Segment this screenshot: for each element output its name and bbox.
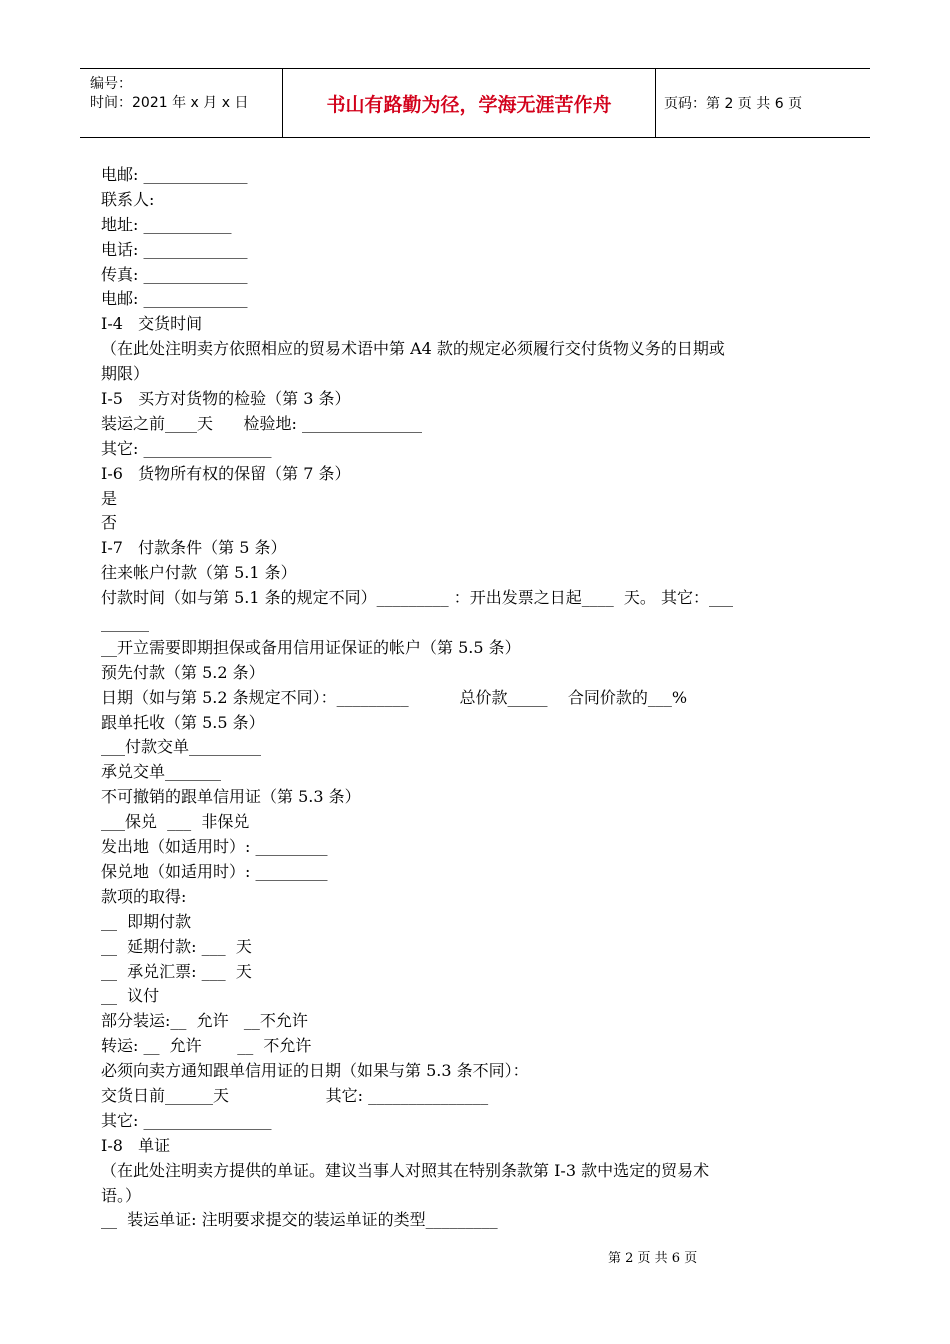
text-line: 其它: ________________ — [101, 438, 272, 458]
text-line: 保兑地（如适用时）: _________ — [101, 861, 328, 881]
text-line: 预先付款（第 5.2 条） — [101, 662, 265, 682]
text-line: 款项的取得: — [101, 886, 187, 906]
text-line: 部分装运:__ 允许 __不允许 — [101, 1011, 308, 1031]
text-line: __ 承兑汇票: ___ 天 — [101, 961, 252, 981]
text-line: 期限） — [101, 364, 150, 384]
text-line: 是 — [101, 488, 118, 508]
text-line: __ 装运单证: 注明要求提交的装运单证的类型_________ — [101, 1210, 498, 1230]
header-meta — [80, 69, 282, 137]
footer-page-number: 第 2 页 共 6 页 — [608, 1251, 698, 1266]
text-line: I-7 付款条件（第 5 条） — [101, 538, 287, 558]
text-line: 地址: ___________ — [101, 214, 232, 234]
text-line: 其它: ________________ — [101, 1110, 272, 1130]
text-line: 往来帐户付款（第 5.1 条） — [101, 563, 297, 583]
text-line: 不可撤销的跟单信用证（第 5.3 条） — [101, 787, 361, 807]
text-line: 语。） — [101, 1185, 142, 1205]
text-line: __开立需要即期担保或备用信用证保证的帐户（第 5.5 条） — [101, 637, 521, 657]
date-label: 时间：2021 年 x 月 x 日 — [90, 95, 249, 111]
text-line: 否 — [101, 513, 118, 533]
text-line: 联系人: — [101, 189, 155, 209]
document-body — [101, 163, 861, 1233]
text-line: 交货日前______天 其它: _______________ — [101, 1085, 489, 1105]
text-line: 日期（如与第 5.2 条规定不同）：_________ 总价款_____ 合同价款的___% — [101, 687, 688, 707]
text-line: I-5 买方对货物的检验（第 3 条） — [101, 389, 351, 409]
text-line: I-4 交货时间 — [101, 314, 203, 334]
page-header — [80, 68, 870, 138]
text-line: __ 议付 — [101, 986, 160, 1006]
text-line: （在此处注明卖方提供的单证。建议当事人对照其在特别条款第 I-3 款中选定的贸易术 — [101, 1160, 710, 1180]
text-line: （在此处注明卖方依照相应的贸易术语中第 A4 款的规定必须履行交付货物义务的日期或 — [101, 339, 725, 359]
text-line: 必须向卖方通知跟单信用证的日期（如果与第 5.3 条不同）： — [101, 1061, 529, 1081]
text-line: 电话: _____________ — [101, 239, 248, 259]
text-line: 装运之前____天 检验地: _______________ — [101, 413, 422, 433]
document-number-label: 编号： — [90, 76, 132, 92]
text-line: ___付款交单_________ — [101, 737, 262, 757]
text-line: 承兑交单_______ — [101, 762, 222, 782]
text-line: I-8 单证 — [101, 1135, 171, 1155]
text-line: 电邮: _____________ — [101, 165, 248, 184]
text-line: __ 延期付款: ___ 天 — [101, 936, 252, 956]
text-line: 电邮: _____________ — [101, 289, 248, 309]
header-motto: 书山有路勤为径，学海无涯苦作舟 — [282, 69, 656, 137]
text-line: I-6 货物所有权的保留（第 7 条） — [101, 463, 351, 483]
page-number-label: 页码：第 2 页 共 6 页 — [664, 96, 803, 112]
text-line: ______ — [101, 613, 149, 633]
text-line: 发出地（如适用时）: _________ — [101, 837, 328, 857]
text-line: 转运: __ 允许 __ 不允许 — [101, 1036, 312, 1056]
text-line: 跟单托收（第 5.5 条） — [101, 712, 265, 732]
text-line: ___保兑 ___ 非保兑 — [101, 812, 250, 832]
text-line: __ 即期付款 — [101, 911, 192, 931]
text-line: 付款时间（如与第 5.1 条的规定不同）_________ ：开出发票之日起____ 天。 其它：___ — [101, 588, 733, 608]
text-line: 传真: _____________ — [101, 264, 248, 284]
